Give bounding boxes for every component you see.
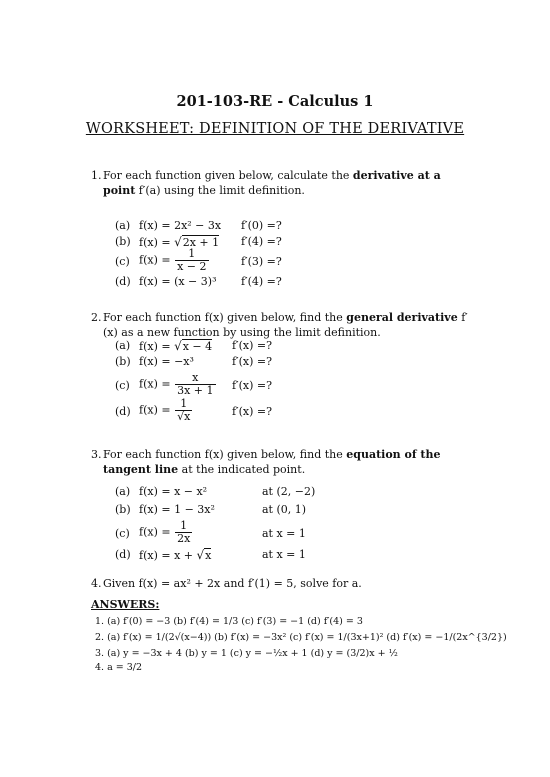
function-expression [139, 372, 217, 397]
function-expression [139, 398, 193, 423]
part-question: f′(x) =? [232, 355, 272, 368]
part-label: (c) [115, 527, 130, 540]
radical-sign: √ [174, 235, 182, 249]
numerator: x [175, 372, 215, 385]
numerator: 1 [175, 248, 208, 261]
fraction [175, 398, 192, 423]
question-text [103, 310, 473, 340]
answers-heading: ANSWERS: [91, 598, 160, 611]
question-emphasis: general derivative [346, 311, 458, 324]
denominator: √x [177, 410, 191, 423]
answer-line-1: 1. (a) f′(0) = −3 (b) f′(4) = 1/3 (c) f′(3) = −1 (d) f′(4) = 3 [95, 616, 363, 627]
question-text-part: For each function given below, calculate the [103, 169, 353, 182]
answer-line-3: 3. (a) y = −3x + 4 (b) y = 1 (c) y = −½x + 1 (d) y = (3/2)x + ½ [95, 648, 398, 659]
fraction [175, 248, 208, 273]
answer-line-2: 2. (a) f′(x) = 1/(2√(x−4)) (b) f′(x) = −3x² (c) f′(x) = 1/(3x+1)² (d) f′(x) = −1/(2x^{3/2}) [95, 632, 507, 643]
question-text-part: f′(x) as a new function by using the limit definition. [103, 311, 468, 339]
course-title: 201-103-RE - Calculus 1 [176, 93, 374, 110]
question-text-part: f′(a) using the limit definition. [135, 184, 305, 197]
denominator: 2x [177, 532, 191, 545]
part-label: (a) [115, 339, 131, 352]
function-prefix: f(x) = [139, 377, 175, 391]
function-expression: f(x) = x − x² [139, 485, 208, 498]
question-text: Given f(x) = ax² + 2x and f′(1) = 5, solve for a. [103, 577, 362, 590]
function-expression [139, 248, 210, 273]
function-expression: f(x) = 1 − 3x² [139, 503, 215, 516]
part-label: (a) [115, 485, 131, 498]
function-expression: f(x) = 2x² − 3x [139, 219, 222, 232]
numerator: 1 [175, 398, 192, 411]
question-number: 4. [91, 577, 102, 590]
part-question: f′(x) =? [232, 339, 272, 352]
fraction [175, 372, 215, 397]
radical-sign: √ [174, 339, 182, 353]
part-question: f′(x) =? [232, 405, 272, 418]
part-question: f′(4) =? [241, 275, 282, 288]
question-text-part: at the indicated point. [178, 463, 306, 476]
function-prefix: f(x) = [139, 525, 175, 539]
question-number: 3. [91, 448, 102, 461]
answer-line-4: 4. a = 3/2 [95, 662, 143, 673]
function-expression: f(x) = −x³ [139, 355, 194, 368]
question-number: 2. [91, 311, 102, 324]
part-question: at (0, 1) [262, 503, 307, 516]
part-question: at x = 1 [262, 548, 306, 561]
question-text [103, 447, 473, 477]
part-question: at x = 1 [262, 527, 306, 540]
question-emphasis: derivative at a point [103, 169, 441, 197]
radicand: 2x + 1 [182, 236, 220, 249]
part-question: f′(3) =? [241, 255, 282, 268]
part-question: f′(4) =? [241, 235, 282, 248]
question-number: 1. [91, 169, 102, 182]
part-label: (c) [115, 379, 130, 392]
question-text [103, 168, 473, 198]
function-prefix: f(x) = [139, 403, 175, 417]
part-label: (d) [115, 548, 131, 561]
radicand: x − 4 [182, 340, 213, 353]
part-label: (a) [115, 219, 131, 232]
numerator: 1 [175, 520, 192, 533]
function-expression [139, 338, 212, 355]
function-prefix: f(x) = x + [139, 549, 197, 562]
function-expression [139, 547, 211, 564]
function-prefix: f(x) = [139, 236, 175, 249]
worksheet-title: WORKSHEET: DEFINITION OF THE DERIVATIVE [85, 121, 465, 137]
fraction [175, 520, 192, 545]
denominator: x − 2 [177, 260, 207, 273]
part-label: (b) [115, 235, 131, 248]
radical-sign: √ [196, 548, 205, 562]
question-emphasis: equation of the tangent line [103, 448, 441, 476]
radicand: x [205, 549, 212, 562]
function-prefix: f(x) = [139, 253, 175, 267]
function-expression [139, 520, 193, 545]
part-label: (d) [115, 405, 131, 418]
denominator: 3x + 1 [177, 384, 214, 397]
function-expression: f(x) = (x − 3)³ [139, 275, 217, 288]
function-prefix: f(x) = [139, 340, 175, 353]
part-question: f′(x) =? [232, 379, 272, 392]
part-label: (d) [115, 275, 131, 288]
part-question: f′(0) =? [241, 219, 282, 232]
part-question: at (2, −2) [262, 485, 316, 498]
question-text-part: For each function f(x) given below, find the [103, 311, 347, 324]
part-label: (c) [115, 255, 130, 268]
question-text-part: For each function f(x) given below, find the [103, 448, 347, 461]
part-label: (b) [115, 503, 131, 516]
part-label: (b) [115, 355, 131, 368]
